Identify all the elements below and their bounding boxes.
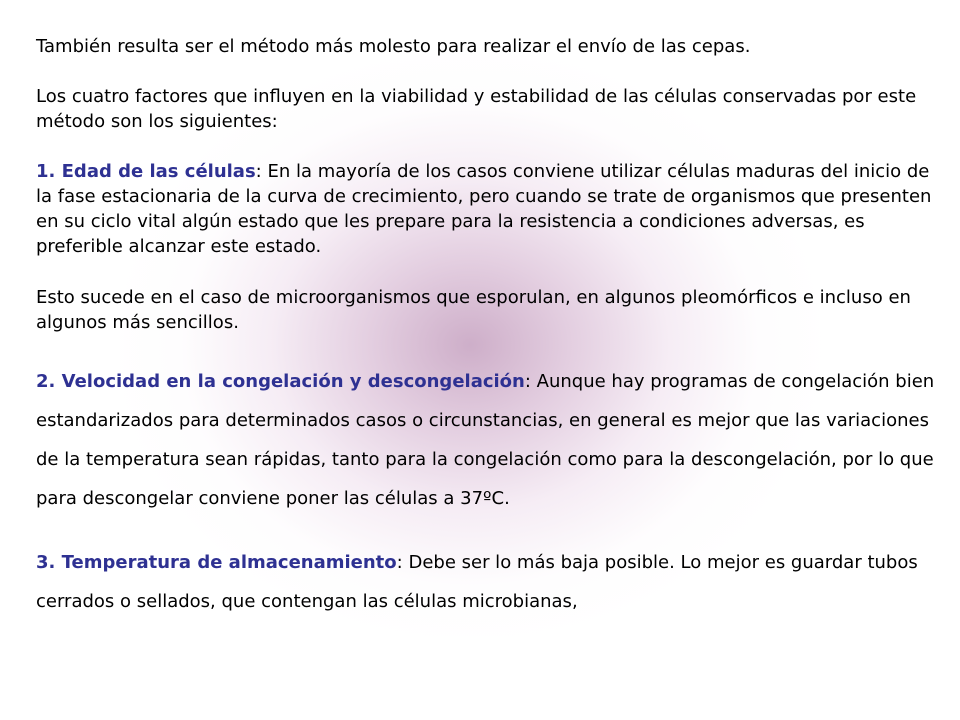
factor-2-number: 2.: [36, 371, 62, 392]
factor-2-paragraph: [36, 362, 936, 518]
factor-2-term: Velocidad en la congelación y descongelación: [61, 371, 525, 392]
factor-3-term: Temperatura de almacenamiento: [61, 552, 397, 573]
factor-1-number: 1.: [36, 161, 62, 182]
intro-paragraph: También resulta ser el método más molesto para realizar el envío de las cepas.: [36, 36, 751, 57]
factor-3-colon: :: [396, 552, 403, 573]
factor-3-paragraph: [36, 543, 936, 621]
factor-3-number: 3.: [36, 552, 62, 573]
factor-2-colon: :: [524, 371, 531, 392]
factor-1-term: Edad de las células: [61, 161, 256, 182]
factor-1-colon: :: [255, 161, 262, 182]
factors-intro-paragraph: Los cuatro factores que influyen en la viabilidad y estabilidad de las células conservadas por este método son los siguientes:: [36, 86, 917, 132]
factor-2-text: Aunque hay programas de congelación bien estandarizados para determinados casos o circunstancias, en general es mejor que las variaciones de la temperatura sean rápidas, tanto para la congelación como para la descongelación, por lo que para descongelar conviene poner las células a 37ºC.: [36, 371, 935, 509]
factor-3-text: Debe ser lo más baja posible. Lo mejor es guardar tubos cerrados o sellados, que contengan las células microbianas,: [36, 552, 918, 612]
factor-1-followup-paragraph: Esto sucede en el caso de microorganismos que esporulan, en algunos pleomórficos e incluso en algunos más sencillos.: [36, 287, 911, 333]
factor-1-text: En la mayoría de los casos conviene utilizar células maduras del inicio de la fase estacionaria de la curva de crecimiento, pero cuando se trate de organismos que presenten en su ciclo vital algún estado que les prepare para la resistencia a condiciones adversas, es preferible alcanzar este estado.: [36, 161, 932, 257]
document-body: [36, 34, 936, 621]
factor-1-paragraph: [36, 159, 936, 259]
